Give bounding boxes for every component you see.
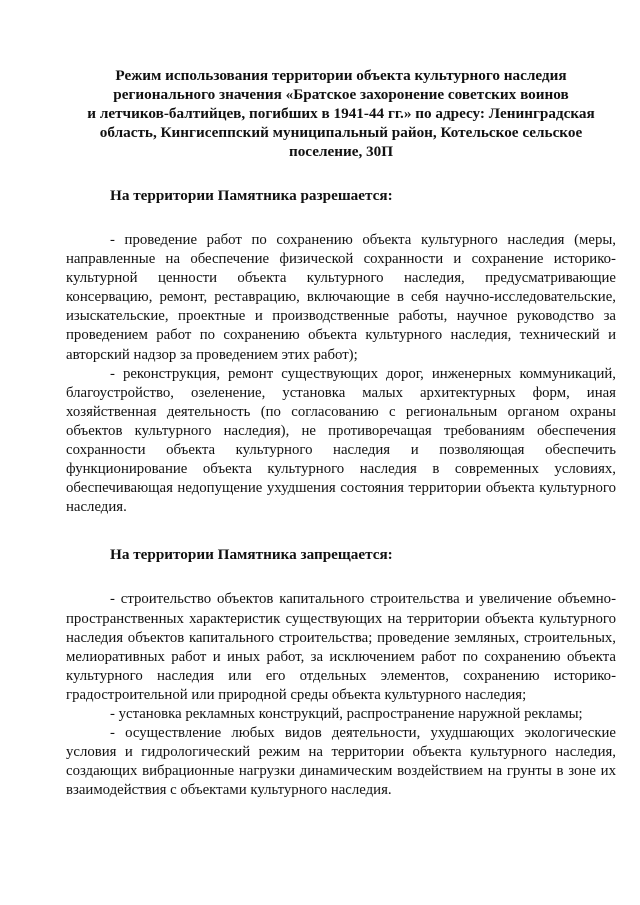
title-line: и летчиков-балтийцев, погибших в 1941-44 гг.» по адресу: Ленинградская (87, 105, 595, 122)
title-line: область, Кингисеппский муниципальный район, Котельское сельское (99, 124, 583, 141)
forbidden-item: - осуществление любых видов деятельности, ухудшающих экологические условия и гидрологический режим на территории объекта культурного наследия, создающих вибрационные нагрузки динамическим воздействием на грунты в зоне их взаимодействия с объектами культурного наследия. (66, 725, 616, 799)
forbidden-item: - установка рекламных конструкций, распространение наружной рекламы; (110, 705, 583, 722)
title-line: регионального значения «Братское захоронение советских воинов (113, 86, 569, 103)
allowed-list (66, 231, 616, 517)
document-title (66, 66, 616, 161)
allowed-item: - реконструкция, ремонт существующих дорог, инженерных коммуникаций, благоустройство, озеленение, установка малых архитектурных форм, иная хозяйственная деятельность (по согласованию с региональным органом охраны объектов культурного наследия), не противоречащая требованиям обеспечения сохранности объекта культурного наследия и позволяющая обеспечить функционирование объекта культурного наследия в современных условиях, обеспечивающая недопущение ухудшения состояния территории объекта культурного наследия. (66, 365, 616, 516)
forbidden-list (66, 590, 616, 800)
title-line: поселение, 30П (288, 143, 394, 160)
forbidden-heading: На территории Памятника запрещается: (110, 546, 393, 564)
document-page (66, 66, 616, 800)
allowed-item: - проведение работ по сохранению объекта культурного наследия (меры, направленные на обеспечение физической сохранности и сохранение историко-культурной ценности объекта культурного наследия, предусматривающие консервацию, ремонт, реставрацию, включающие в себя научно-исследовательские, изыскательские, проектные и производственные работы, научное руководство за проведением работ по сохранению объекта культурного наследия, технический и авторский надзор за проведением этих работ); (66, 232, 616, 363)
title-line: Режим использования территории объекта культурного наследия (115, 67, 567, 84)
forbidden-item: - строительство объектов капитального строительства и увеличение объемно-пространственных характеристик существующих на территории объекта культурного наследия объектов капитального строительства; проведение земляных, строительных, мелиоративных работ и иных работ, за исключением работ по сохранению объекта культурного наследия или его отдельных элементов, сохранению историко-градостроительной или природной среды объекта культурного наследия; (66, 591, 616, 703)
allowed-heading: На территории Памятника разрешается: (110, 187, 393, 204)
